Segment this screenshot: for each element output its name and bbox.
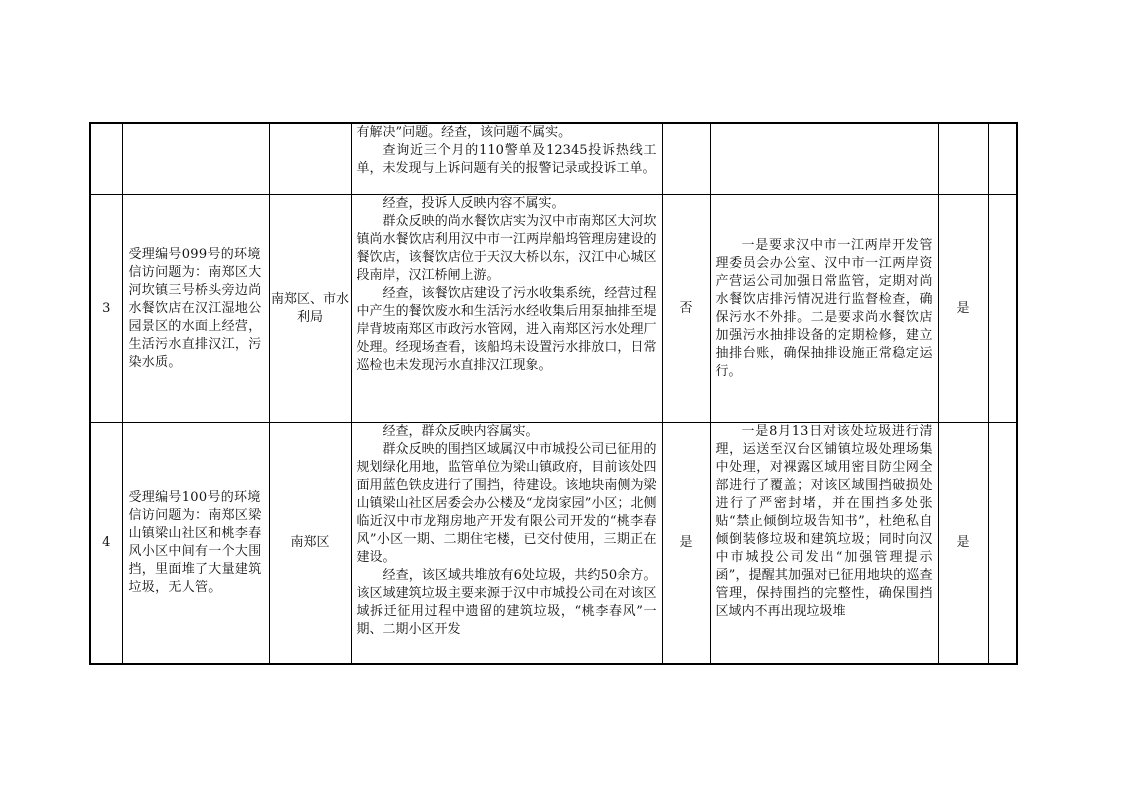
rectification-paragraph: 一是要求汉中市一江两岸开发管理委员会办公室、汉中市一江两岸资产营运公司加强日常监管，定期对尚水餐饮店排污情况进行监督检查，确保污水不外排。二是要求尚水餐饮店加强污水抽排设备的定期检修，建立抽排台账，确保抽排设施正常稳定运行。: [715, 237, 933, 379]
complaint-description-cell: 受理编号100号的环境信访问题为：南郑区梁山镇梁山社区和桃李春风小区中间有一个大围挡，里面堆了大量建筑垃圾，无人管。: [122, 423, 269, 665]
verified-cell: 否: [662, 195, 710, 423]
row-number-cell: 3: [90, 195, 122, 423]
row-number-cell: [90, 123, 122, 195]
findings-paragraph: 群众反映的围挡区域属汉中市城投公司已征用的规划绿化用地，监管单位为梁山镇政府，目前该处四面用蓝色铁皮进行了围挡，待建设。该地块南侧为梁山镇梁山社区居委会办公楼及“龙岗家园”小区；北侧临近汉中市龙翔房地产开发有限公司开发的“桃李春风”小区一期、二期住宅楼，已交付使用，三期正在建设。: [356, 442, 657, 565]
rectification-cell: [710, 195, 938, 423]
complaint-table: [89, 122, 1018, 665]
findings-paragraph: 有解决”问题。经查，该问题不属实。: [356, 125, 572, 140]
rectification-cell: [710, 423, 938, 665]
completed-cell: [938, 123, 988, 195]
verified-cell: [662, 123, 710, 195]
rectification-cell: [710, 123, 938, 195]
remark-cell: [988, 423, 1017, 665]
verified-cell: 是: [662, 423, 710, 665]
remark-cell: [988, 195, 1017, 423]
row-number-cell: 4: [90, 423, 122, 665]
findings-paragraph: 经查，该餐饮店建设了污水收集系统，经营过程中产生的餐饮废水和生活污水经收集后用泵抽排至堤岸背坡南郑区市政污水管网，进入南郑区污水处理厂处理。经现场查看，该船坞未设置污水排放口，日常巡检也未发现污水直排汉江现象。: [356, 286, 657, 373]
completed-cell: 是: [938, 195, 988, 423]
investigation-findings-cell: [351, 195, 662, 423]
investigation-findings-cell: [351, 123, 662, 195]
remark-cell: [988, 123, 1017, 195]
table-row: [90, 195, 1017, 423]
findings-paragraph: 经查，该区域共堆放有6处垃圾，共约50余方。该区域建筑垃圾主要来源于汉中市城投公司在对该区域拆迁征用过程中遗留的建筑垃圾，“桃李春风”一期、二期小区开发: [356, 568, 657, 637]
findings-paragraph: 查询近三个月的110警单及12345投诉热线工单，未发现与上诉问题有关的报警记录或投诉工单。: [356, 143, 657, 176]
complaint-description-cell: 受理编号099号的环境信访问题为：南郑区大河坎镇三号桥头旁边尚水餐饮店在汉江湿地公园景区的水面上经营，生活污水直排汉江，污染水质。: [122, 195, 269, 423]
completed-cell: 是: [938, 423, 988, 665]
complaint-description-cell: [122, 123, 269, 195]
investigation-findings-cell: [351, 423, 662, 665]
table-row: [90, 123, 1017, 195]
responsible-unit-cell: 南郑区、市水利局: [269, 195, 351, 423]
table-row: [90, 423, 1017, 665]
responsible-unit-cell: [269, 123, 351, 195]
responsible-unit-cell: 南郑区: [269, 423, 351, 665]
findings-paragraph: 群众反映的尚水餐饮店实为汉中市南郑区大河坎镇尚水餐饮店利用汉中市一江两岸船坞管理房建设的餐饮店，该餐饮店位于天汉大桥以东，汉江中心城区段南岸，汉江桥闸上游。: [356, 214, 657, 283]
rectification-paragraph: 一是8月13日对该处垃圾进行清理，运送至汉台区铺镇垃圾处理场集中处理，对裸露区域用密目防尘网全部进行了覆盖；对该区域围挡破损处进行了严密封堵，并在围挡多处张贴“禁止倾倒垃圾告知书”，杜绝私自倾倒装修垃圾和建筑垃圾；同时向汉中市城投公司发出“加强管理提示函”，提醒其加强对已征用地块的巡查管理，保持围挡的完整性，确保围挡区域内不再出现垃圾堆: [715, 424, 933, 619]
findings-paragraph: 经查，投诉人反映内容不属实。: [382, 196, 565, 211]
findings-paragraph: 经查，群众反映内容属实。: [382, 424, 539, 439]
